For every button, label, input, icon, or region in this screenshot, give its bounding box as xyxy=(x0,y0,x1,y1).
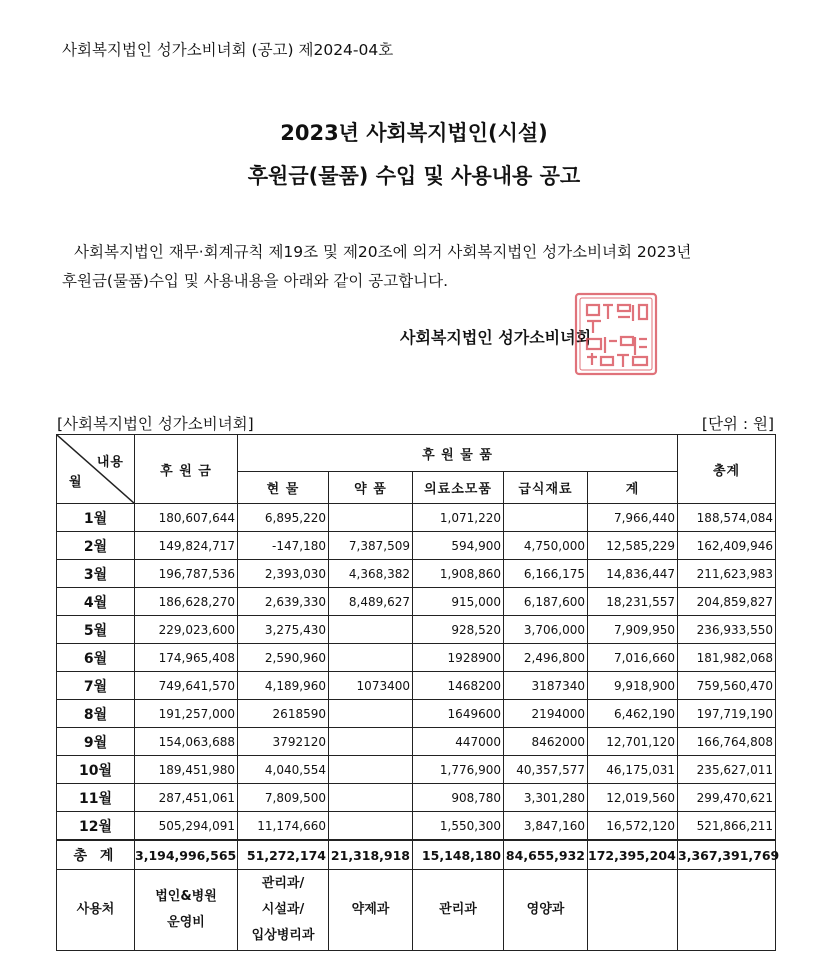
usage-total xyxy=(678,870,776,951)
subtotal-cell: 18,231,557 xyxy=(588,588,678,616)
donation-cell: 749,641,570 xyxy=(135,672,238,700)
food-cell: 6,166,175 xyxy=(504,560,588,588)
table-row xyxy=(57,728,776,756)
usage-food: 영양과 xyxy=(504,870,588,951)
total-row xyxy=(57,840,776,870)
month-cell: 8월 xyxy=(57,700,135,728)
food-cell: 2194000 xyxy=(504,700,588,728)
food-cell: 3187340 xyxy=(504,672,588,700)
donation-cell: 505,294,091 xyxy=(135,812,238,841)
usage-row xyxy=(57,870,776,951)
table-row xyxy=(57,700,776,728)
food-cell: 3,706,000 xyxy=(504,616,588,644)
month-cell: 5월 xyxy=(57,616,135,644)
total-cell: 759,560,470 xyxy=(678,672,776,700)
food-cell: 3,847,160 xyxy=(504,812,588,841)
donation-cell: 186,628,270 xyxy=(135,588,238,616)
intro-line-1: 사회복지법인 재무·회계규칙 제19조 및 제20조에 의거 사회복지법인 성가소비녀회 2023년 xyxy=(74,243,692,261)
cash-goods-cell: 2618590 xyxy=(238,700,329,728)
month-cell: 3월 xyxy=(57,560,135,588)
table-row xyxy=(57,560,776,588)
medical-supplies-cell: 594,900 xyxy=(413,532,504,560)
food-cell: 4,750,000 xyxy=(504,532,588,560)
table-row xyxy=(57,616,776,644)
subtotal-cell: 16,572,120 xyxy=(588,812,678,841)
header-food: 급식재료 xyxy=(504,472,588,504)
medicine-cell xyxy=(329,504,413,532)
usage-label: 사용처 xyxy=(57,870,135,951)
total-cell: 197,719,190 xyxy=(678,700,776,728)
medical-supplies-cell: 908,780 xyxy=(413,784,504,812)
food-cell: 6,187,600 xyxy=(504,588,588,616)
total-medicine: 21,318,918 xyxy=(329,840,413,870)
month-cell: 12월 xyxy=(57,812,135,841)
table-row xyxy=(57,532,776,560)
usage-subtotal xyxy=(588,870,678,951)
subtotal-cell: 14,836,447 xyxy=(588,560,678,588)
organization-label: [사회복지법인 성가소비녀회] xyxy=(57,415,254,433)
medical-supplies-cell: 915,000 xyxy=(413,588,504,616)
page-title-line1: 2023년 사회복지법인(시설) xyxy=(280,121,548,145)
donation-cell: 191,257,000 xyxy=(135,700,238,728)
medicine-cell xyxy=(329,756,413,784)
header-medical-supplies: 의료소모품 xyxy=(413,472,504,504)
donation-cell: 149,824,717 xyxy=(135,532,238,560)
cash-goods-cell: 11,174,660 xyxy=(238,812,329,841)
donation-table xyxy=(56,434,780,951)
medical-supplies-cell: 1,908,860 xyxy=(413,560,504,588)
medicine-cell xyxy=(329,812,413,841)
subtotal-cell: 12,701,120 xyxy=(588,728,678,756)
medical-supplies-cell: 1468200 xyxy=(413,672,504,700)
medicine-cell xyxy=(329,784,413,812)
cash-goods-cell: 4,189,960 xyxy=(238,672,329,700)
cash-goods-cell: 2,393,030 xyxy=(238,560,329,588)
donation-cell: 154,063,688 xyxy=(135,728,238,756)
medicine-cell: 4,368,382 xyxy=(329,560,413,588)
header-corner-cell xyxy=(57,435,135,504)
subtotal-cell: 12,019,560 xyxy=(588,784,678,812)
donation-cell: 287,451,061 xyxy=(135,784,238,812)
medical-supplies-cell: 1928900 xyxy=(413,644,504,672)
medical-supplies-cell: 1,776,900 xyxy=(413,756,504,784)
month-cell: 9월 xyxy=(57,728,135,756)
intro-paragraph xyxy=(62,238,774,296)
table-row xyxy=(57,644,776,672)
month-cell: 1월 xyxy=(57,504,135,532)
total-cell: 188,574,084 xyxy=(678,504,776,532)
usage-medicine: 약제과 xyxy=(329,870,413,951)
donation-cell: 174,965,408 xyxy=(135,644,238,672)
medicine-cell xyxy=(329,616,413,644)
header-cash-goods: 현 물 xyxy=(238,472,329,504)
total-cell: 162,409,946 xyxy=(678,532,776,560)
cash-goods-cell: 2,639,330 xyxy=(238,588,329,616)
total-cell: 166,764,808 xyxy=(678,728,776,756)
usage-donation-line2: 운영비 xyxy=(167,915,205,930)
month-cell: 2월 xyxy=(57,532,135,560)
food-cell: 8462000 xyxy=(504,728,588,756)
total-cell: 211,623,983 xyxy=(678,560,776,588)
medical-supplies-cell: 1,550,300 xyxy=(413,812,504,841)
subtotal-cell: 6,462,190 xyxy=(588,700,678,728)
month-cell: 6월 xyxy=(57,644,135,672)
medicine-cell xyxy=(329,728,413,756)
total-cell: 204,859,827 xyxy=(678,588,776,616)
subtotal-cell: 7,966,440 xyxy=(588,504,678,532)
usage-cash-goods-line2: 시설과/ xyxy=(261,902,305,917)
medicine-cell: 1073400 xyxy=(329,672,413,700)
month-cell: 11월 xyxy=(57,784,135,812)
subtotal-cell: 7,016,660 xyxy=(588,644,678,672)
food-cell: 40,357,577 xyxy=(504,756,588,784)
food-cell: 3,301,280 xyxy=(504,784,588,812)
table-row xyxy=(57,784,776,812)
subtotal-cell: 46,175,031 xyxy=(588,756,678,784)
food-cell xyxy=(504,504,588,532)
cash-goods-cell: -147,180 xyxy=(238,532,329,560)
donation-cell: 229,023,600 xyxy=(135,616,238,644)
table-row xyxy=(57,672,776,700)
medicine-cell: 8,489,627 xyxy=(329,588,413,616)
table-row xyxy=(57,588,776,616)
food-cell: 2,496,800 xyxy=(504,644,588,672)
usage-donation-line1: 법인&병원 xyxy=(155,889,217,904)
medicine-cell xyxy=(329,700,413,728)
subtotal-cell: 12,585,229 xyxy=(588,532,678,560)
usage-cash-goods xyxy=(238,870,329,951)
total-grand: 3,367,391,769 xyxy=(678,840,776,870)
medical-supplies-cell: 1649600 xyxy=(413,700,504,728)
total-cell: 299,470,621 xyxy=(678,784,776,812)
notice-number: 사회복지법인 성가소비녀회 (공고) 제2024-04호 xyxy=(62,41,394,59)
official-seal-stamp xyxy=(573,291,659,377)
subtotal-cell: 9,918,900 xyxy=(588,672,678,700)
unit-label: [단위 : 원] xyxy=(701,415,774,433)
donation-cell: 189,451,980 xyxy=(135,756,238,784)
signer-name: 사회복지법인 성가소비녀회 xyxy=(400,328,592,347)
medical-supplies-cell: 447000 xyxy=(413,728,504,756)
total-cell: 236,933,550 xyxy=(678,616,776,644)
header-medicine: 약 품 xyxy=(329,472,413,504)
total-subtotal: 172,395,204 xyxy=(588,840,678,870)
total-cell: 521,866,211 xyxy=(678,812,776,841)
table-row xyxy=(57,504,776,532)
intro-line-2: 후원금(물품)수입 및 사용내용을 아래와 같이 공고합니다. xyxy=(62,272,449,290)
cash-goods-cell: 6,895,220 xyxy=(238,504,329,532)
header-donation: 후 원 금 xyxy=(135,435,238,504)
total-cell: 235,627,011 xyxy=(678,756,776,784)
total-food: 84,655,932 xyxy=(504,840,588,870)
month-cell: 7월 xyxy=(57,672,135,700)
donation-cell: 196,787,536 xyxy=(135,560,238,588)
page-title-line2: 후원금(물품) 수입 및 사용내용 공고 xyxy=(247,164,581,188)
total-cell: 181,982,068 xyxy=(678,644,776,672)
cash-goods-cell: 2,590,960 xyxy=(238,644,329,672)
cash-goods-cell: 4,040,554 xyxy=(238,756,329,784)
medicine-cell xyxy=(329,644,413,672)
total-label: 총 계 xyxy=(57,840,135,870)
header-subtotal: 계 xyxy=(588,472,678,504)
usage-donation xyxy=(135,870,238,951)
table-row xyxy=(57,756,776,784)
corner-label-month: 월 xyxy=(69,475,83,490)
usage-cash-goods-line3: 입상병리과 xyxy=(251,928,315,943)
cash-goods-cell: 7,809,500 xyxy=(238,784,329,812)
total-donation: 3,194,996,565 xyxy=(135,840,238,870)
cash-goods-cell: 3792120 xyxy=(238,728,329,756)
medicine-cell: 7,387,509 xyxy=(329,532,413,560)
usage-medical-supplies: 관리과 xyxy=(413,870,504,951)
total-medical-supplies: 15,148,180 xyxy=(413,840,504,870)
medical-supplies-cell: 928,520 xyxy=(413,616,504,644)
corner-label-content: 내용 xyxy=(96,455,124,470)
header-goods-group: 후 원 물 품 xyxy=(238,435,678,472)
usage-cash-goods-line1: 관리과/ xyxy=(261,876,305,891)
medical-supplies-cell: 1,071,220 xyxy=(413,504,504,532)
total-cash-goods: 51,272,174 xyxy=(238,840,329,870)
month-cell: 4월 xyxy=(57,588,135,616)
table-row xyxy=(57,812,776,841)
month-cell: 10월 xyxy=(57,756,135,784)
cash-goods-cell: 3,275,430 xyxy=(238,616,329,644)
header-total: 총계 xyxy=(678,435,776,504)
subtotal-cell: 7,909,950 xyxy=(588,616,678,644)
donation-cell: 180,607,644 xyxy=(135,504,238,532)
